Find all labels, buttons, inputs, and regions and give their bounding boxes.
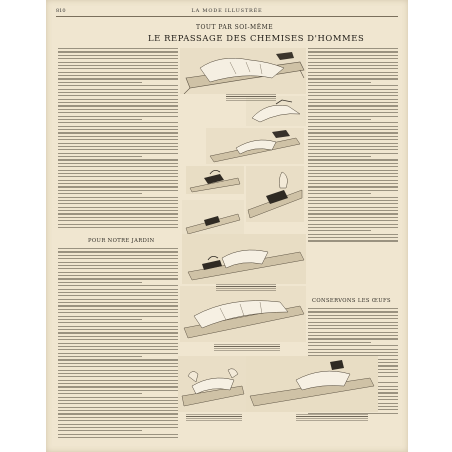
text-line: [58, 146, 178, 147]
text-line: [58, 430, 142, 431]
text-line: [58, 292, 178, 293]
text-line: [58, 210, 178, 211]
text-line: [58, 316, 178, 317]
text-line: [308, 78, 398, 79]
text-line: [58, 129, 178, 130]
text-line: [308, 217, 398, 218]
text-line: [308, 325, 398, 326]
text-line: [308, 308, 398, 309]
text-line: [58, 95, 178, 96]
text-line: [308, 109, 398, 110]
text-line: [58, 109, 178, 110]
article-title: LE REPASSAGE DES CHEMISES D'HOMMES: [148, 33, 365, 43]
text-line: [58, 224, 178, 225]
text-line: [58, 268, 178, 269]
illustration-shirt-on-board-top: [180, 48, 306, 94]
text-line: [58, 183, 178, 184]
text-line: [308, 180, 398, 181]
text-line: [308, 65, 398, 66]
text-line: [58, 278, 178, 279]
text-line: [308, 186, 398, 187]
text-line: [308, 203, 398, 204]
text-line: [58, 116, 178, 117]
text-line: [58, 85, 178, 86]
figure-caption: [216, 284, 276, 292]
text-line: [58, 413, 178, 414]
text-line: [308, 99, 398, 100]
text-line: [308, 328, 398, 329]
text-line: [58, 200, 178, 201]
text-line: [308, 345, 398, 346]
text-line: [308, 143, 398, 144]
text-line: [58, 75, 178, 76]
text-line: [58, 373, 178, 374]
text-line: [58, 78, 178, 79]
text-line: [308, 146, 398, 147]
text-line: [58, 289, 178, 290]
body-text-right-top: [308, 48, 398, 248]
text-line: [308, 112, 398, 113]
text-line: [58, 353, 178, 354]
text-line: [308, 119, 371, 120]
text-line: [58, 380, 178, 381]
text-line: [58, 149, 178, 150]
body-text-left-top: [58, 48, 178, 234]
text-line: [308, 89, 398, 90]
text-line: [308, 163, 398, 164]
illustration-folded-shirt: [246, 356, 378, 412]
text-line: [58, 136, 178, 137]
text-line: [58, 203, 178, 204]
text-line: [308, 176, 398, 177]
text-line: [308, 234, 398, 235]
text-line: [308, 62, 398, 63]
text-line: [58, 170, 178, 171]
text-line: [308, 136, 398, 137]
text-line: [308, 240, 398, 241]
text-line: [58, 217, 178, 218]
text-line: [58, 285, 178, 286]
text-line: [308, 68, 398, 69]
text-line: [58, 349, 178, 350]
text-line: [58, 383, 178, 384]
text-line: [58, 265, 178, 266]
magazine-page: [46, 0, 408, 452]
text-line: [58, 305, 178, 306]
text-line: [308, 193, 371, 194]
text-line: [308, 55, 398, 56]
text-line: [58, 312, 178, 313]
text-line: [58, 248, 178, 249]
text-line: [308, 159, 398, 160]
text-line: [58, 112, 178, 113]
text-line: [58, 295, 178, 296]
text-line: [308, 335, 398, 336]
text-line: [58, 51, 178, 52]
text-line: [308, 126, 398, 127]
text-line: [58, 143, 178, 144]
body-text-left-bottom: [58, 248, 178, 442]
text-line: [308, 315, 398, 316]
text-line: [58, 126, 178, 127]
text-line: [58, 82, 142, 83]
text-line: [58, 403, 178, 404]
text-line: [58, 346, 178, 347]
text-line: [58, 434, 178, 435]
text-line: [58, 207, 178, 208]
illustration-hands-folding: [178, 356, 248, 412]
text-line: [58, 336, 178, 337]
text-line: [308, 213, 398, 214]
text-line: [58, 397, 178, 398]
text-line: [58, 48, 178, 49]
text-line: [58, 282, 142, 283]
text-line: [308, 220, 398, 221]
illustration-shirt-laid-out: [180, 286, 306, 342]
text-line: [308, 230, 371, 231]
text-line: [58, 376, 178, 377]
text-line: [58, 72, 178, 73]
text-line: [308, 116, 398, 117]
text-line: [58, 156, 142, 157]
text-line: [58, 119, 142, 120]
text-line: [58, 92, 178, 93]
text-line: [308, 311, 398, 312]
text-line: [58, 393, 142, 394]
text-line: [308, 58, 398, 59]
text-line: [308, 173, 398, 174]
text-line: [58, 322, 178, 323]
text-line: [58, 332, 178, 333]
text-line: [308, 48, 398, 49]
text-line: [58, 163, 178, 164]
text-line: [58, 122, 178, 123]
figure-caption: [226, 94, 276, 102]
text-line: [308, 92, 398, 93]
text-line: [308, 190, 398, 191]
text-line: [58, 359, 178, 360]
text-line: [58, 139, 178, 140]
text-line: [58, 370, 178, 371]
text-line: [308, 139, 398, 140]
text-line: [308, 349, 398, 350]
text-line: [58, 309, 178, 310]
illustration-iron-on-cuff: [186, 166, 244, 194]
text-line: [58, 102, 178, 103]
text-line: [308, 105, 398, 106]
text-line: [58, 159, 178, 160]
text-line: [58, 220, 178, 221]
text-line: [58, 329, 178, 330]
text-line: [58, 386, 178, 387]
text-line: [58, 190, 178, 191]
text-line: [58, 186, 178, 187]
text-line: [58, 105, 178, 106]
text-line: [58, 400, 178, 401]
text-line: [308, 75, 398, 76]
text-line: [58, 424, 178, 425]
text-line: [308, 166, 398, 167]
text-line: [58, 319, 142, 320]
text-line: [58, 193, 142, 194]
text-line: [58, 173, 178, 174]
text-line: [308, 332, 398, 333]
text-line: [308, 197, 398, 198]
text-line: [58, 339, 178, 340]
illustration-sleeve: [206, 128, 304, 164]
text-line: [58, 255, 178, 256]
text-line: [58, 356, 142, 357]
text-line: [58, 99, 178, 100]
text-line: [308, 342, 371, 343]
text-line: [308, 318, 398, 319]
text-line: [308, 200, 398, 201]
text-line: [58, 62, 178, 63]
text-line: [308, 352, 398, 353]
illustration-shirt-front: [182, 200, 244, 236]
text-line: [58, 437, 178, 438]
text-line: [58, 58, 178, 59]
text-line: [308, 82, 371, 83]
text-line: [58, 197, 178, 198]
text-line: [58, 89, 178, 90]
text-line: [308, 153, 398, 154]
text-line: [308, 227, 398, 228]
illustration-iron-on-plastron: [182, 234, 306, 284]
illustration-hand-with-iron: [246, 166, 304, 222]
article-kicker: TOUT PAR SOI-MÊME: [196, 24, 274, 31]
text-line: [58, 390, 178, 391]
journal-title: LA MODE ILLUSTRÉE: [191, 8, 263, 14]
text-line: [308, 156, 371, 157]
text-line: [308, 85, 398, 86]
text-line: [58, 302, 178, 303]
text-line: [58, 65, 178, 66]
text-line: [58, 326, 178, 327]
text-line: [58, 153, 178, 154]
text-line: [308, 72, 398, 73]
section-heading-eggs: CONSERVONS LES ŒUFS: [312, 298, 391, 304]
section-heading-garden: POUR NOTRE JARDIN: [88, 238, 155, 244]
text-line: [308, 210, 398, 211]
text-line: [308, 95, 398, 96]
text-line: [58, 427, 178, 428]
text-line: [58, 275, 178, 276]
text-line: [58, 262, 178, 263]
text-line: [58, 363, 178, 364]
text-line: [308, 132, 398, 133]
text-line: [58, 176, 178, 177]
text-line: [308, 338, 398, 339]
text-line: [58, 180, 178, 181]
figure-caption: [186, 414, 242, 422]
text-line: [58, 55, 178, 56]
text-line: [308, 149, 398, 150]
text-line: [308, 122, 398, 123]
text-line: [308, 170, 398, 171]
text-line: [58, 251, 178, 252]
figure-caption: [214, 344, 280, 352]
text-line: [308, 322, 398, 323]
text-line: [58, 213, 178, 214]
text-line: [308, 237, 398, 238]
text-line: [308, 51, 398, 52]
text-line: [58, 132, 178, 133]
text-line: [308, 129, 398, 130]
text-line: [58, 410, 178, 411]
text-line: [58, 366, 178, 367]
text-line: [308, 224, 398, 225]
text-line: [58, 343, 178, 344]
header-rule: [56, 16, 398, 17]
text-line: [58, 272, 178, 273]
text-line: [308, 102, 398, 103]
text-line: [58, 166, 178, 167]
text-line: [308, 183, 398, 184]
text-line: [58, 258, 178, 259]
text-line: [58, 68, 178, 69]
text-line: [308, 207, 398, 208]
text-line: [58, 299, 178, 300]
page-number: 810: [56, 8, 66, 14]
text-line: [58, 420, 178, 421]
text-line: [58, 407, 178, 408]
text-line: [58, 417, 178, 418]
text-line: [58, 227, 178, 228]
figure-caption: [296, 414, 368, 422]
